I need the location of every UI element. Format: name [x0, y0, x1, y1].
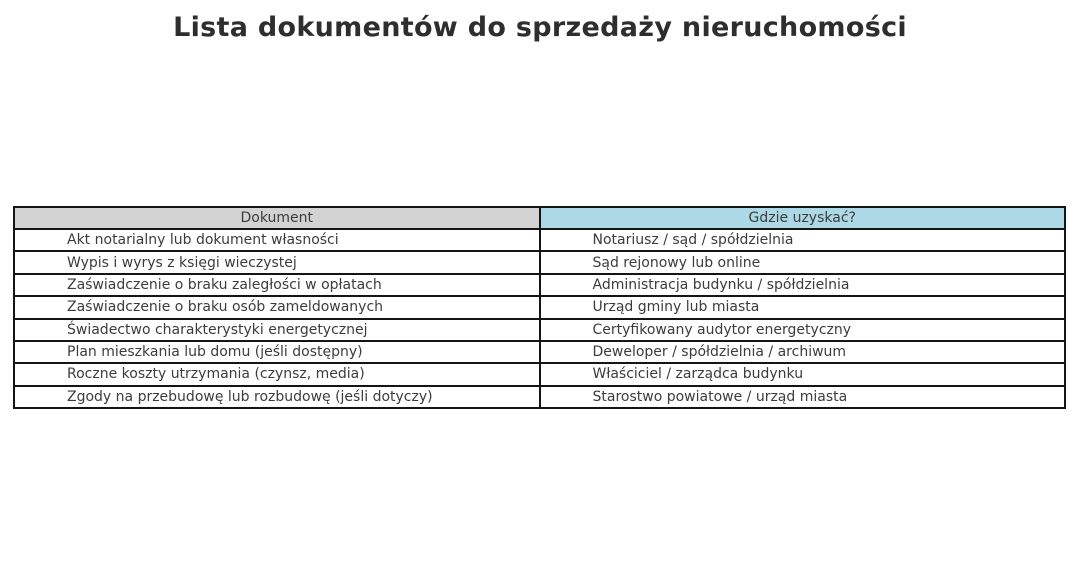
table-header-row: [14, 207, 1065, 229]
page-title: Lista dokumentów do sprzedaży nieruchomości: [173, 12, 907, 43]
cell-gdzie: Administracja budynku / spółdzielnia: [540, 274, 1066, 296]
cell-gdzie: Właściciel / zarządca budynku: [540, 363, 1066, 385]
cell-dokument: Akt notarialny lub dokument własności: [14, 229, 540, 251]
cell-dokument: Wypis i wyrys z księgi wieczystej: [14, 251, 540, 273]
cell-gdzie: Urząd gminy lub miasta: [540, 296, 1066, 318]
cell-dokument: Zaświadczenie o braku osób zameldowanych: [14, 296, 540, 318]
table-row: [14, 386, 1065, 408]
header-cell-gdzie-uzyskac: Gdzie uzyskać?: [540, 207, 1066, 229]
table-row: [14, 363, 1065, 385]
table-row: [14, 296, 1065, 318]
cell-gdzie: Certyfikowany audytor energetyczny: [540, 319, 1066, 341]
table-row: [14, 274, 1065, 296]
cell-dokument: Zgody na przebudowę lub rozbudowę (jeśli dotyczy): [14, 386, 540, 408]
cell-gdzie: Deweloper / spółdzielnia / archiwum: [540, 341, 1066, 363]
cell-dokument: Świadectwo charakterystyki energetycznej: [14, 319, 540, 341]
header-cell-dokument: Dokument: [14, 207, 540, 229]
cell-gdzie: Notariusz / sąd / spółdzielnia: [540, 229, 1066, 251]
cell-dokument: Plan mieszkania lub domu (jeśli dostępny): [14, 341, 540, 363]
table-row: [14, 251, 1065, 273]
cell-gdzie: Sąd rejonowy lub online: [540, 251, 1066, 273]
table-row: [14, 319, 1065, 341]
cell-dokument: Zaświadczenie o braku zaległości w opłatach: [14, 274, 540, 296]
documents-table: [13, 206, 1066, 409]
table-row: [14, 341, 1065, 363]
cell-dokument: Roczne koszty utrzymania (czynsz, media): [14, 363, 540, 385]
table-row: [14, 229, 1065, 251]
cell-gdzie: Starostwo powiatowe / urząd miasta: [540, 386, 1066, 408]
